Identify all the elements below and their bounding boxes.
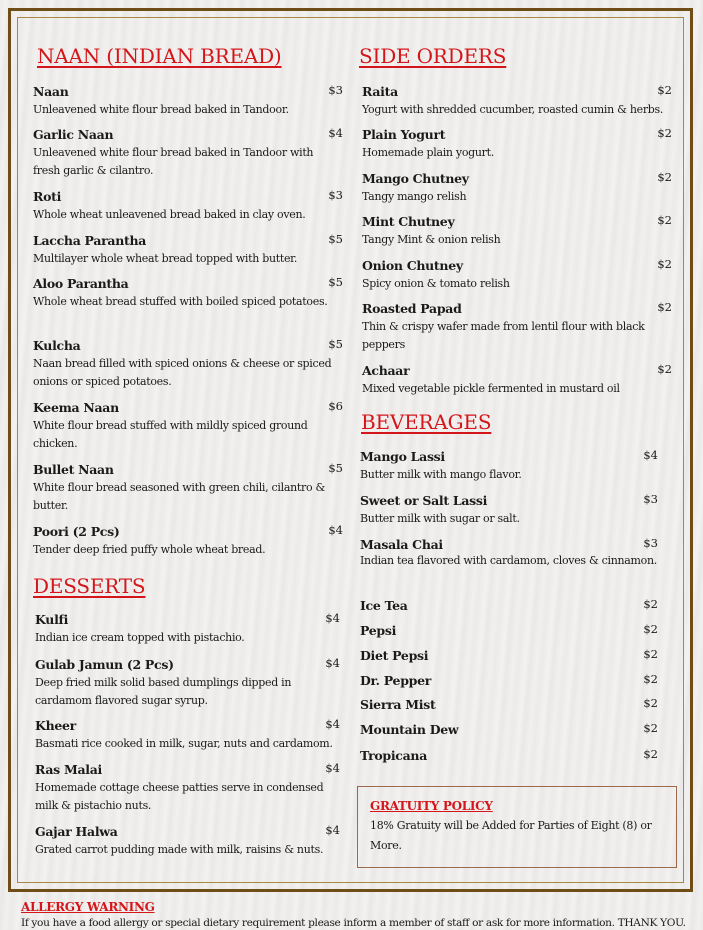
menu-item xyxy=(33,335,343,391)
menu-item xyxy=(362,255,672,293)
item-price: $5 xyxy=(328,461,343,475)
menu-item xyxy=(360,534,658,570)
item-price: $4 xyxy=(325,717,340,731)
item-name: Gajar Halwa xyxy=(35,824,118,839)
item-desc: Basmati rice cooked in milk, sugar, nuts and cardamom. xyxy=(35,737,333,750)
item-price: $3 xyxy=(328,83,343,97)
item-price: $3 xyxy=(328,188,343,202)
side-orders-heading: SIDE ORDERS xyxy=(359,44,507,68)
item-name: Naan xyxy=(33,84,69,99)
item-name: Kulfi xyxy=(35,612,69,627)
item-name: Dr. Pepper xyxy=(360,673,432,688)
item-name: Kheer xyxy=(35,718,76,733)
item-price: $2 xyxy=(643,696,658,710)
menu-item xyxy=(362,360,672,398)
item-name: Sierra Mist xyxy=(360,697,436,712)
item-name: Garlic Naan xyxy=(33,127,114,142)
item-name: Mango Lassi xyxy=(360,449,445,464)
item-desc: Thin & crispy wafer made from lentil flour with black peppers xyxy=(362,320,645,351)
item-name: Gulab Jamun (2 Pcs) xyxy=(35,657,174,672)
item-desc: White flour bread seasoned with green chili, cilantro & butter. xyxy=(33,481,325,512)
item-name: Bullet Naan xyxy=(33,462,114,477)
item-price: $5 xyxy=(328,275,343,289)
item-desc: Indian tea flavored with cardamom, cloves & cinnamon. xyxy=(360,554,657,567)
menu-item xyxy=(33,459,343,515)
item-price: $2 xyxy=(643,747,658,761)
item-desc: Indian ice cream topped with pistachio. xyxy=(35,631,245,644)
menu-item xyxy=(360,620,658,638)
item-desc: White flour bread stuffed with mildly spiced ground chicken. xyxy=(33,419,308,450)
item-price: $2 xyxy=(643,597,658,611)
item-name: Masala Chai xyxy=(360,537,443,552)
menu-item xyxy=(35,759,340,815)
item-name: Diet Pepsi xyxy=(360,648,429,663)
menu-item xyxy=(33,81,343,119)
item-price: $2 xyxy=(657,83,672,97)
item-name: Kulcha xyxy=(33,338,81,353)
menu-item xyxy=(35,715,340,753)
item-name: Laccha Parantha xyxy=(33,233,147,248)
item-price: $2 xyxy=(657,213,672,227)
item-price: $4 xyxy=(328,523,343,537)
item-price: $5 xyxy=(328,232,343,246)
menu-item xyxy=(360,694,658,712)
item-desc: Butter milk with mango flavor. xyxy=(360,468,522,481)
item-name: Raita xyxy=(362,84,398,99)
item-price: $3 xyxy=(643,536,658,550)
item-price: $2 xyxy=(657,126,672,140)
item-desc: Homemade cottage cheese patties serve in condensed milk & pistachio nuts. xyxy=(35,781,324,812)
menu-item xyxy=(33,186,343,224)
menu-item xyxy=(362,211,672,249)
item-price: $5 xyxy=(328,337,343,351)
menu-item xyxy=(362,298,672,354)
menu-item xyxy=(360,645,658,663)
menu-item xyxy=(360,595,658,613)
item-price: $2 xyxy=(657,257,672,271)
item-name: Poori (2 Pcs) xyxy=(33,524,120,539)
item-name: Sweet or Salt Lassi xyxy=(360,493,488,508)
menu-item xyxy=(35,609,340,647)
menu-item xyxy=(33,397,343,453)
menu-item xyxy=(360,745,658,763)
allergy-warning-title: ALLERGY WARNING xyxy=(21,900,155,914)
item-name: Keema Naan xyxy=(33,400,119,415)
item-desc: Naan bread filled with spiced onions & cheese or spiced onions or spiced potatoes. xyxy=(33,357,332,388)
menu-item xyxy=(35,654,340,710)
desserts-heading: DESSERTS xyxy=(33,574,146,598)
item-price: $2 xyxy=(643,622,658,636)
item-price: $4 xyxy=(325,611,340,625)
menu-item xyxy=(362,81,672,119)
beverages-heading: BEVERAGES xyxy=(361,410,492,434)
gratuity-policy-box xyxy=(357,786,677,868)
menu-item xyxy=(33,521,343,559)
item-name: Roti xyxy=(33,189,62,204)
item-price: $2 xyxy=(657,362,672,376)
item-price: $2 xyxy=(643,721,658,735)
item-price: $4 xyxy=(328,126,343,140)
item-price: $2 xyxy=(657,170,672,184)
item-name: Mango Chutney xyxy=(362,171,469,186)
item-price: $2 xyxy=(643,647,658,661)
menu-item xyxy=(360,719,658,737)
item-price: $4 xyxy=(325,656,340,670)
item-name: Onion Chutney xyxy=(362,258,463,273)
item-desc: Grated carrot pudding made with milk, raisins & nuts. xyxy=(35,843,324,856)
item-name: Mint Chutney xyxy=(362,214,455,229)
item-desc: Yogurt with shredded cucumber, roasted cumin & herbs. xyxy=(362,103,664,116)
item-name: Tropicana xyxy=(360,748,428,763)
menu-item xyxy=(35,821,340,859)
item-name: Ras Malai xyxy=(35,762,102,777)
menu-item xyxy=(360,670,658,688)
item-desc: Whole wheat unleavened bread baked in clay oven. xyxy=(33,208,306,221)
menu-item xyxy=(33,230,343,268)
item-desc: Spicy onion & tomato relish xyxy=(362,277,510,290)
gratuity-title: GRATUITY POLICY xyxy=(370,799,493,813)
item-desc: Whole wheat bread stuffed with boiled spiced potatoes. xyxy=(33,295,328,308)
gratuity-text: 18% Gratuity will be Added for Parties of Eight (8) or More. xyxy=(370,819,652,852)
item-price: $4 xyxy=(643,448,658,462)
item-desc: Multilayer whole wheat bread topped with butter. xyxy=(33,252,298,265)
item-desc: Unleavened white flour bread baked in Tandoor with fresh garlic & cilantro. xyxy=(33,146,314,177)
item-desc: Unleavened white flour bread baked in Tandoor. xyxy=(33,103,289,116)
menu-item xyxy=(33,273,343,311)
item-desc: Tangy Mint & onion relish xyxy=(362,233,501,246)
menu-item xyxy=(360,446,658,484)
allergy-warning-text: If you have a food allergy or special dietary requirement please inform a member of staff or ask for more information. THANK YOU. xyxy=(21,917,686,929)
item-name: Plain Yogurt xyxy=(362,127,446,142)
item-desc: Homemade plain yogurt. xyxy=(362,146,494,159)
item-price: $2 xyxy=(643,672,658,686)
item-price: $2 xyxy=(657,300,672,314)
item-price: $3 xyxy=(643,492,658,506)
item-desc: Tangy mango relish xyxy=(362,190,467,203)
menu-item xyxy=(362,168,672,206)
item-name: Ice Tea xyxy=(360,598,408,613)
item-desc: Butter milk with sugar or salt. xyxy=(360,512,520,525)
item-name: Pepsi xyxy=(360,623,397,638)
naan-heading: NAAN (INDIAN BREAD) xyxy=(37,44,282,68)
item-name: Achaar xyxy=(362,363,410,378)
item-name: Roasted Papad xyxy=(362,301,462,316)
item-name: Mountain Dew xyxy=(360,722,459,737)
item-desc: Deep fried milk solid based dumplings dipped in cardamom flavored sugar syrup. xyxy=(35,676,292,707)
item-price: $6 xyxy=(328,399,343,413)
menu-item xyxy=(33,124,343,180)
item-price: $4 xyxy=(325,761,340,775)
item-desc: Mixed vegetable pickle fermented in mustard oil xyxy=(362,382,620,395)
menu-item xyxy=(360,490,658,528)
item-name: Aloo Parantha xyxy=(33,276,129,291)
menu-item xyxy=(362,124,672,162)
item-desc: Tender deep fried puffy whole wheat bread. xyxy=(33,543,266,556)
item-price: $4 xyxy=(325,823,340,837)
